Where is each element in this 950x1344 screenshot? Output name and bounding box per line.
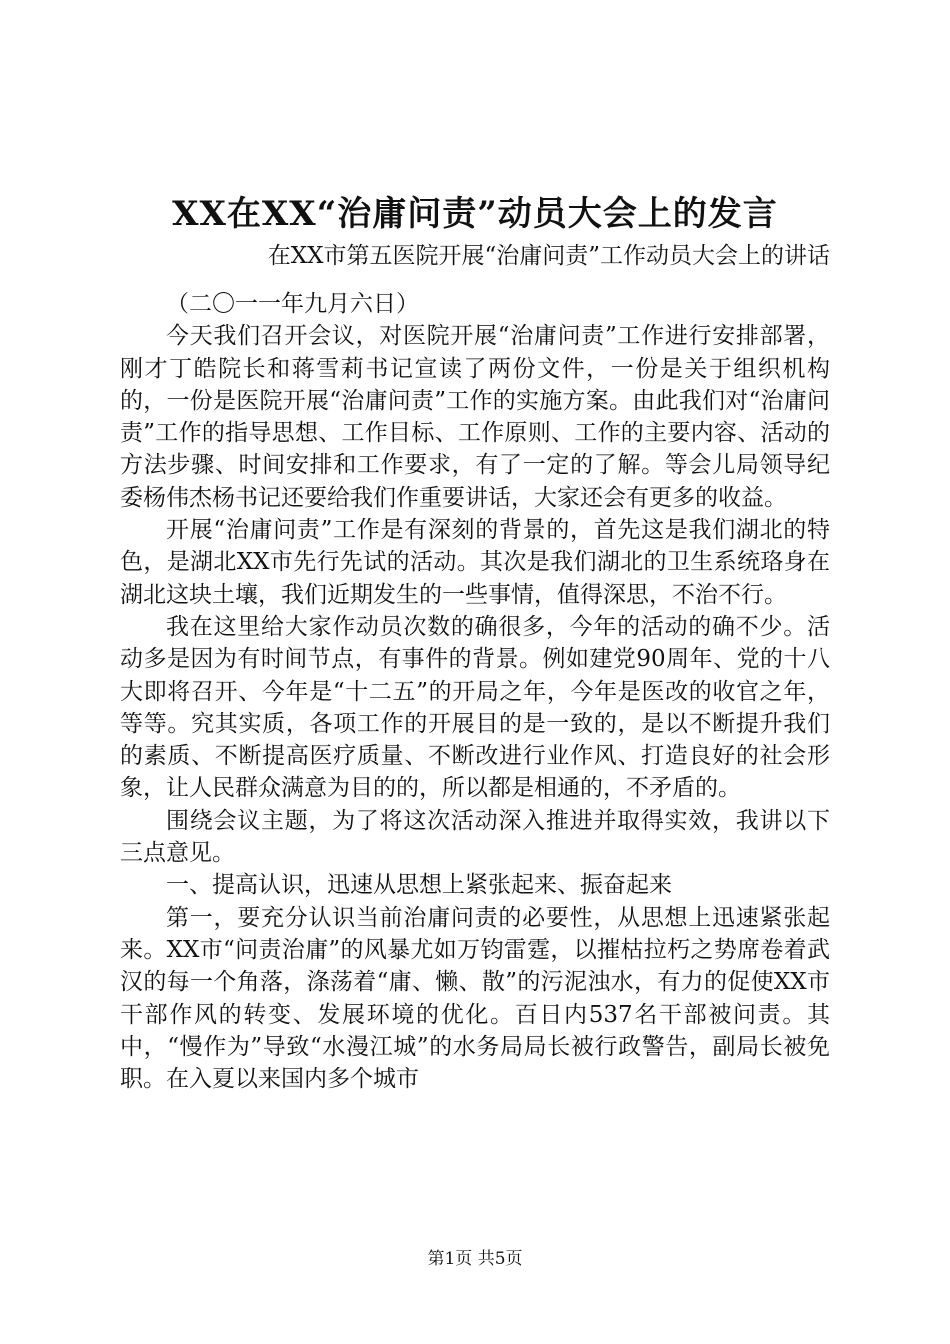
page-number: 第1页 共5页 xyxy=(427,1249,523,1269)
paragraph: 第一，要充分认识当前治庸问责的必要性，从思想上迅速紧张起来。XX市“问责治庸”的风暴尤如万钧雷霆，以摧枯拉朽之势席卷着武汉的每一个角落，涤荡着“庸、懒、散”的污泥浊水，有力的促使XX市干部作风的转变、发展环境的优化。百日内537名干部被问责。其中，“慢作为”导致“水漫江城”的水务局局长被行政警告，副局长被免职。在入夏以来国内多个城市 xyxy=(120,904,830,1093)
paragraph: 开展“治庸问责”工作是有深刻的背景的，首先这是我们湖北的特色，是湖北XX市先行先试的活动。其次是我们湖北的卫生系统珞身在湖北这块土壤，我们近期发生的一些事情，值得深思，不治不行。 xyxy=(120,517,830,608)
paragraph: 我在这里给大家作动员次数的确很多，今年的活动的确不少。活动多是因为有时间节点，有事件的背景。例如建党90周年、党的十八大即将召开、今年是“十二五”的开局之年，今年是医改的收官之年，等等。究其实质，各项工作的开展目的是一致的，是以不断提升我们的素质、不断提高医疗质量、不断改进行业作风、打造良好的社会形象，让人民群众满意为目的的，所以都是相通的，不矛盾的。 xyxy=(120,613,830,802)
document-title: XX在XX“治庸问责”动员大会上的发言 xyxy=(172,194,778,234)
paragraph: 围绕会议主题，为了将这次活动深入推进并取得实效，我讲以下三点意见。 xyxy=(120,807,830,867)
document-body xyxy=(120,288,830,1095)
document-subtitle: 在XX市第五医院开展“治庸问责”工作动员大会上的讲话 xyxy=(267,243,830,269)
section-heading: 一、提高认识，迅速从思想上紧张起来、振奋起来 xyxy=(166,872,672,899)
paragraph: 今天我们召开会议，对医院开展“治庸问责”工作进行安排部署，刚才丁皓院长和蒋雪莉书记宣读了两份文件，一份是关于组织机构的，一份是医院开展“治庸问责”工作的实施方案。由此我们对“治庸问责”工作的指导思想、工作目标、工作原则、工作的主要内容、活动的方法步骤、时间安排和工作要求，有了一定的了解。等会儿局领导纪委杨伟杰杨书记还要给我们作重要讲话，大家还会有更多的收益。 xyxy=(120,323,830,511)
document-date: （二〇一一年九月六日） xyxy=(166,291,419,317)
